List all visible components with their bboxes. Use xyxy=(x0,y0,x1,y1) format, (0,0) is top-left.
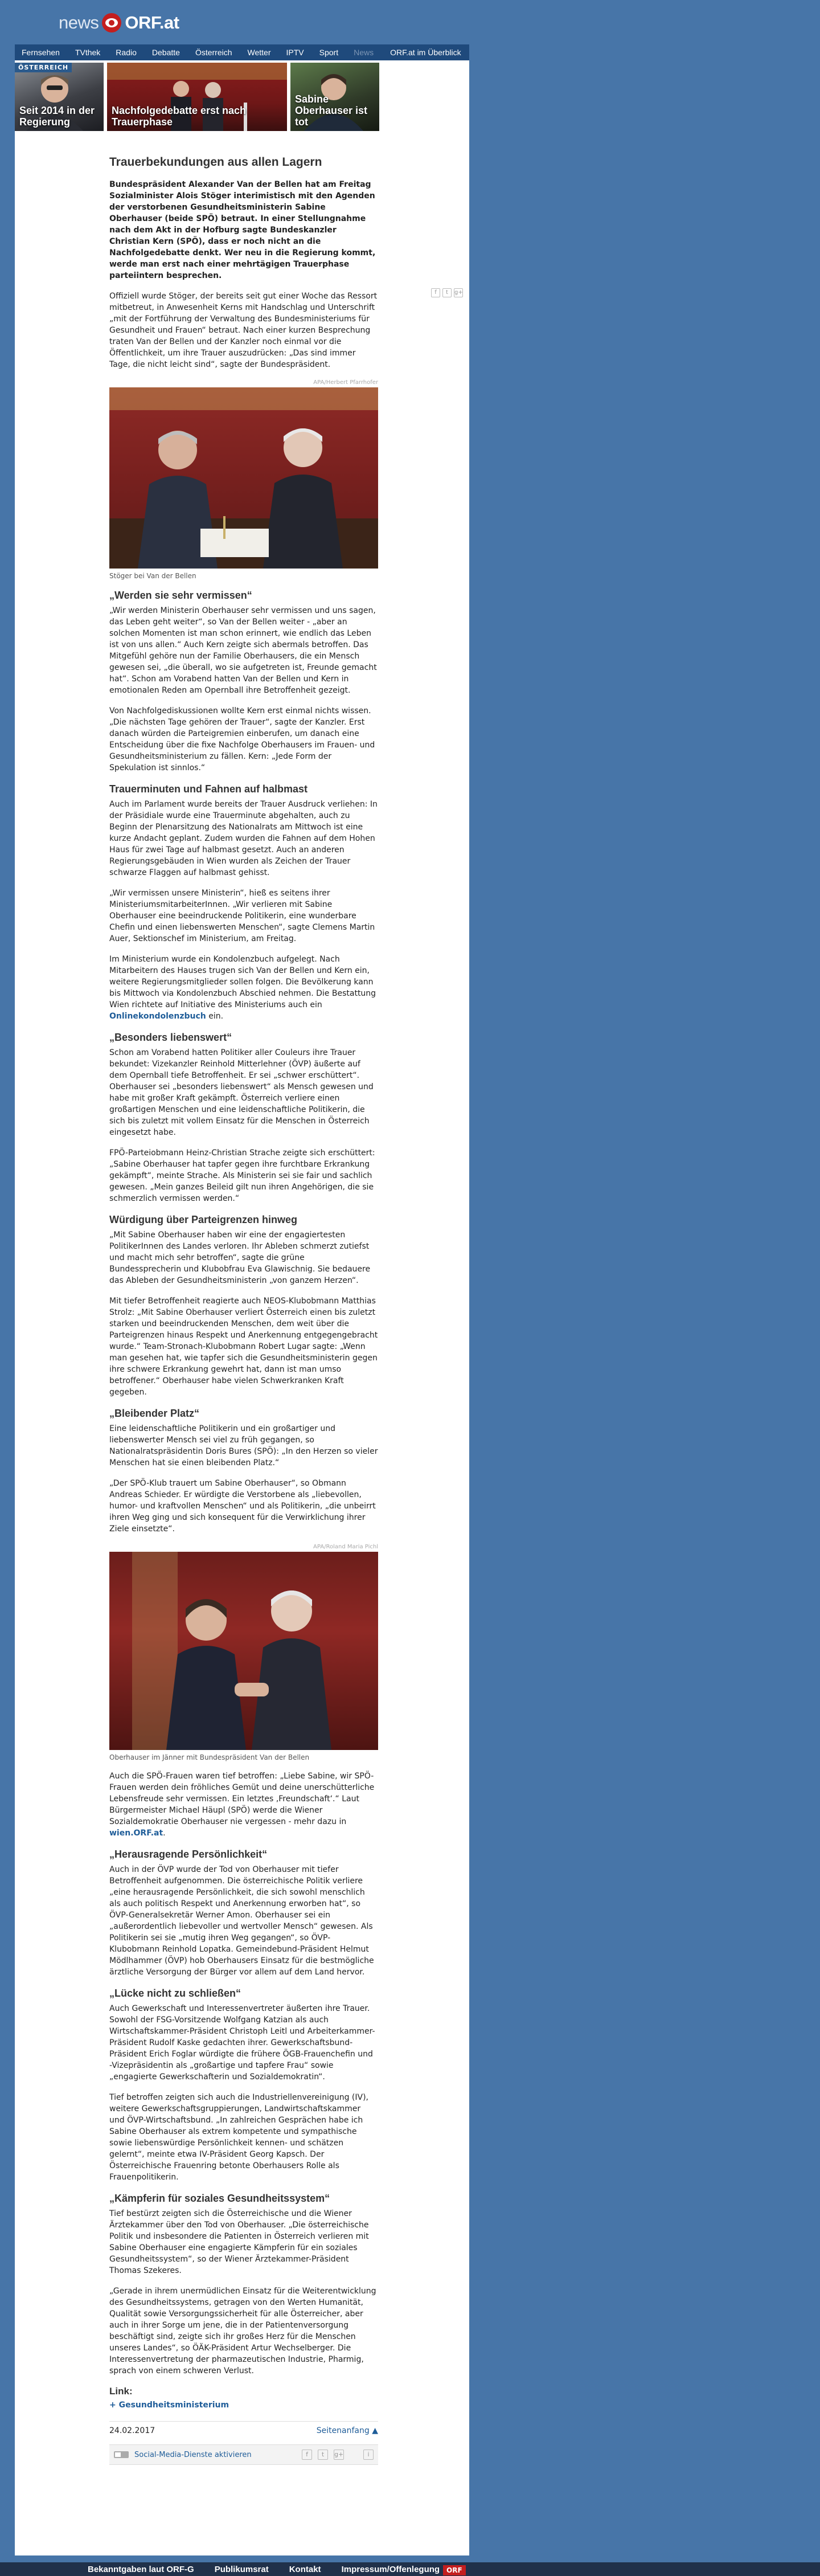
photo-credit: APA/Roland Maria Pichl xyxy=(313,1544,378,1550)
teaser-card[interactable] xyxy=(290,63,379,131)
nav-item-tvthek[interactable]: TVthek xyxy=(75,48,101,57)
photo-oberhauser-van-der-bellen xyxy=(109,1552,378,1750)
article-lead: Bundespräsident Alexander Van der Bellen hat am Freitag Sozialminister Alois Stöger interimistisch mit den Agenden der verstorbenen Gesundheitsministerin Sabine Oberhauser (beide SPÖ) betraut. In einer Stellungnahme nach dem Akt in der Hofburg sagte Bundeskanzler Christian Kern (SPÖ), dass er noch nicht an die Nachfolgedebatte denkt. Wer neu in die Regierung kommt, werde man erst nach einer mehrtägigen Trauerphase parteiintern besprechen. xyxy=(109,180,376,280)
section-heading: „Lücke nicht zu schließen“ xyxy=(109,1988,241,1999)
figure-oberhauser xyxy=(109,1544,378,1761)
section-heading: Trauerminuten und Fahnen auf halbmast xyxy=(109,783,308,795)
paragraph: „Gerade in ihrem unermüdlichen Einsatz für die Weiterentwicklung des Gesundheitssystems, getragen von den Werten Humanität, Qualität sowie Versorgungssicherheit für alle Österreicher, aber auch in ihrer Sorge um jene, die in der Patientenversorgung beschäftigt sind, zeigte sich ihr großes Herz für die Menschen unseres Landes“, so ÖÄK-Präsident Artur Wechselberger. Die Interessenvertretung der pharmazeutischen Industrie, Pharmig, sprach von einem schweren Verlust. xyxy=(109,2287,376,2375)
onlinekondolenzbuch-link[interactable]: Onlinekondolenzbuch xyxy=(109,1012,206,1021)
nav-item-debatte[interactable]: Debatte xyxy=(151,48,180,57)
paragraph: Auch in der ÖVP wurde der Tod von Oberhauser mit tiefer Betroffenheit aufgenommen. Die österreichische Politik verliere „eine herausragende Persönlichkeit, die sich sowohl menschlich als auch politisch Respekt und Anerkennung erworben hat“, so ÖVP-Generalsekretär Werner Amon. Oberhauser sei ein „außerordentlich liebevoller und wertvoller Mensch“ gewesen. Als Politikerin sei sie „mutig ihren Weg gegangen“, so ÖVP-Klubobmann Reinhold Lopatka. Gemeindebund-Präsident Helmut Mödlhammer (ÖVP) hob Oberhausers Einsatz für die bestmögliche ärztliche Versorgung der Bürger vor allem auf dem Land hervor. xyxy=(109,1865,374,1977)
teaser-caption: Sabine Oberhauser ist tot xyxy=(295,93,368,128)
googleplus-share-icon[interactable]: g+ xyxy=(454,288,463,297)
paragraph: Tief bestürzt zeigten sich die Österreichische und die Wiener Ärztekammer über den Tod von Oberhauser. „Die österreichische Politik und insbesondere die Patienten in Österreich verlieren mit Sabine Oberhauser eine engagierte Kämpferin für ein soziales Gesundheitssystem“, so der Wiener Ärztekammer-Präsident Thomas Szekeres. xyxy=(109,2209,369,2275)
orf-news-logo[interactable] xyxy=(59,13,179,33)
facebook-icon[interactable]: f xyxy=(302,2450,312,2460)
nav-item-oesterreich[interactable]: Österreich xyxy=(195,48,232,57)
nav-item-radio[interactable]: Radio xyxy=(116,48,137,57)
twitter-share-icon[interactable]: t xyxy=(442,288,452,297)
related-links xyxy=(109,2386,378,2410)
paragraph: „Der SPÖ-Klub trauert um Sabine Oberhauser“, so Obmann Andreas Schieder. Er würdigte die Verstorbene als „liebevollen, humor- und kraftvollen Menschen“ und als Politikerin, „die unbeirrt ihren Weg ging und sich konsequent für die Verwirklichung ihrer Ziele einsetzte“. xyxy=(109,1479,376,1534)
paragraph: „Mit Sabine Oberhauser haben wir eine der engagiertesten PolitikerInnen des Landes verloren. Ihr Ableben schmerzt zutiefst und macht mich sehr betroffen“, sagte die grüne Bundessprecherin und Klubobfrau Eva Glawischnig. Sie bedauere das Ableben der Gesundheitsministerin „von ganzem Herzen“. xyxy=(109,1230,371,1285)
photo-credit: APA/Herbert Pfarrhofer xyxy=(313,379,378,386)
paragraph: „Wir werden Ministerin Oberhauser sehr vermissen und uns sagen, das Leben geht weiter“, so Van der Bellen weiter - „aber an solchen Momenten ist man schon erinnert, wie endlich das Leben ist von uns allen.“ Auch Kern zeigte sich abermals betroffen. Das Mitgefühl gehöre nun der Familie Oberhausers, die ein Mensch gewesen sei, „die überall, wo sie aufgetreten ist, Freunde gemacht hat“. Schon am Vorabend hatten Van der Bellen und Kern in emotionalen Reden am Opernball ihre Betroffenheit gezeigt. xyxy=(109,606,377,695)
paragraph-text: . xyxy=(163,1829,166,1838)
header-bar xyxy=(0,0,820,44)
info-icon[interactable]: i xyxy=(363,2450,374,2460)
link-item xyxy=(109,2401,378,2410)
back-to-top-link[interactable]: Seitenanfang ▲ xyxy=(316,2426,378,2435)
nav-item-wetter[interactable]: Wetter xyxy=(247,48,271,57)
paragraph-text: Im Ministerium wurde ein Kondolenzbuch aufgelegt. Nach Mitarbeitern des Hauses trugen sich Van der Bellen und Kern ein, weitere Regierungsmitglieder sollen folgen. Die Bevölkerung kann bis Mittwoch via Kondolenzbuch Abschied nehmen. Die Bestattung Wien richtete auf Initiative des Ministeriums auch ein xyxy=(109,955,376,1009)
teaser-card[interactable] xyxy=(107,63,287,131)
links-heading: Link: xyxy=(109,2386,133,2397)
article-title: Trauerbekundungen aus allen Lagern xyxy=(109,156,322,169)
logo-news-text: news xyxy=(59,13,99,32)
footer-publikumsrat-link[interactable]: Publikumsrat xyxy=(214,2564,269,2574)
photo-caption: Oberhauser im Jänner mit Bundespräsident Van der Bellen xyxy=(109,1753,310,1761)
publish-date: 24.02.2017 xyxy=(109,2426,155,2435)
photo-stoeger-van-der-bellen xyxy=(109,387,378,569)
footer-impressum-link[interactable]: Impressum/Offenlegung xyxy=(341,2564,440,2574)
paragraph: FPÖ-Parteiobmann Heinz-Christian Strache zeigte sich erschüttert: „Sabine Oberhauser hat tapfer gegen ihre furchtbare Erkrankung gekämpft“, meinte Strache. Als Ministerin sei sie fair und sachlich gewesen. „Mein ganzes Beileid gilt nun ihren Angehörigen, die sie schmerzlich vermissen werden.“ xyxy=(109,1148,375,1203)
share-bar xyxy=(431,288,463,297)
teaser-caption: Seit 2014 in der Regierung xyxy=(19,105,95,128)
paragraph: Auch im Parlament wurde bereits der Trauer Ausdruck verliehen: In der Präsidiale wurde eine Trauerminute abgehalten, auch zu Beginn der Plenarsitzung des Nationalrats am Mittwoch ist eine kurze Andacht geplant. Zudem wurden die Fahnen auf dem Hohen Haus für zwei Tage auf halbmast gesetzt. Auch an anderen Regierungsgebäuden in Wien wurden als Zeichen der Trauer schwarze Flaggen auf halbmast gehisst. xyxy=(109,800,378,877)
photo-caption: Stöger bei Van der Bellen xyxy=(109,572,196,580)
orf-eye-icon xyxy=(102,13,121,32)
facebook-share-icon[interactable]: f xyxy=(431,288,440,297)
nav-item-iptv[interactable]: IPTV xyxy=(286,48,304,57)
section-heading: „Herausragende Persönlichkeit“ xyxy=(109,1849,268,1860)
main-navigation xyxy=(15,44,469,60)
section-heading: „Besonders liebenswert“ xyxy=(109,1032,232,1043)
paragraph xyxy=(109,1771,378,1839)
logo-orf-text: ORF.at xyxy=(125,13,179,32)
paragraph-text: Auch die SPÖ-Frauen waren tief betroffen: „Liebe Sabine, wir SPÖ-Frauen werden dein fröhliches Gemüt und deine unerschütterliche Lebensfreude sehr vermissen. Ein letztes ‚Freundschaft‘.“ Laut Bürgermeister Michael Häupl (SPÖ) werde die Wiener Sozialdemokratie Oberhauser nie vergessen - mehr dazu in xyxy=(109,1772,375,1826)
paragraph: Schon am Vorabend hatten Politiker aller Couleurs ihre Trauer bekundet: Vizekanzler Reinhold Mitterlehner (ÖVP) äußerte auf dem Opernball tiefe Betroffenheit. Er sei „schwer erschüttert“. Oberhauser sei „besonders liebenswert“ als Mensch gewesen und habe mit großer Kraft gekämpft. Österreich verliere einen großartigen Menschen und eine leidenschaftliche Politikerin, die sich bis zuletzt mit vollem Einsatz für die Menschen in Österreich eingesetzt habe. xyxy=(109,1048,374,1137)
paragraph: Tief betroffen zeigten sich auch die Industriellenvereinigung (IV), weitere Gewerkschaftsgruppierungen, Landwirtschaftskammer und ÖVP-Wirtschaftsbund. „In zahlreichen Gesprächen habe ich Sabine Oberhauser als extrem kompetente und sympathische sowie liebenswürdige Persönlichkeit kennen- und schätzen gelernt“, meinte etwa IV-Präsident Georg Kapsch. Der Österreichische Frauenring betonte Oberhausers Rolle als Frauenpolitikerin. xyxy=(109,2093,368,2182)
twitter-icon[interactable]: t xyxy=(318,2450,328,2460)
article-meta xyxy=(109,2421,378,2435)
paragraph: Von Nachfolgediskussionen wollte Kern erst einmal nichts wissen. „Die nächsten Tage gehören der Trauer“, sagte der Kanzler. Erst danach würden die Parteigremien einberufen, um danach eine Entscheidung über die fixe Nachfolge Oberhausers im Frauen- und Gesundheitsministerium zu fällen. Kern: „Jede Form der Spekulation ist sinnlos.“ xyxy=(109,706,375,772)
paragraph xyxy=(109,954,378,1022)
paragraph: Mit tiefer Betroffenheit reagierte auch NEOS-Klubobmann Matthias Strolz: „Mit Sabine Oberhauser verliert Österreich einen bis zuletzt starken und beeindruckenden Menschen, dem weit über die Parteigrenzen hinaus Respekt und Anerkennung entgegengebracht wurde.“ Team-Stronach-Klubobmann Robert Lugar sagte: „Wenn man gesehen hat, wie tapfer sich die Gesundheitsministerin gegen ihre schwere Erkrankung gewehrt hat, dann ist man umso betroffener.“ Oberhauser habe vielen Schwerkranken Kraft gegeben. xyxy=(109,1297,378,1397)
teaser-strip xyxy=(15,63,469,131)
section-heading: „Bleibender Platz“ xyxy=(109,1408,200,1419)
gesundheitsministerium-link[interactable]: Gesundheitsministerium xyxy=(118,2401,229,2410)
figure-stoeger xyxy=(109,379,378,580)
footer-kontakt-link[interactable]: Kontakt xyxy=(289,2564,321,2574)
paragraph-text: ein. xyxy=(206,1012,224,1021)
social-toggle-switch[interactable] xyxy=(114,2451,129,2458)
paragraph: Offiziell wurde Stöger, der bereits seit gut einer Woche das Ressort mitbetreut, in Anwesenheit Kerns mit Handschlag und Unterschrift „mit der Fortführung der Verwaltung des Bundesministeriums für Gesundheit und Frauen“ betraut. Nach einer kurzen Besprechung traten Van der Bellen und der Kanzler noch einmal vor die Öffentlichkeit, um ihre Trauer auszudrücken: „Das sind immer Tage, die nicht leicht sind“, sagte der Bundespräsident. xyxy=(109,292,378,369)
section-heading: „Kämpferin für soziales Gesundheitssystem“ xyxy=(109,2193,330,2204)
social-activate-label[interactable]: Social-Media-Dienste aktivieren xyxy=(134,2450,252,2459)
nav-item-news[interactable]: News xyxy=(354,48,374,57)
bullet-plus-icon: + xyxy=(109,2401,119,2410)
nav-item-fernsehen[interactable]: Fernsehen xyxy=(22,48,60,57)
paragraph: Eine leidenschaftliche Politikerin und ein großartiger und liebenswerter Mensch sei viel zu früh gegangen, so Nationalratspräsidentin Doris Bures (SPÖ): „In den Herzen so vieler Menschen hat sie einen bleibenden Platz.“ xyxy=(109,1424,378,1467)
nav-item-overview[interactable]: ORF.at im Überblick xyxy=(390,48,461,57)
footer-bar xyxy=(0,2562,820,2576)
article xyxy=(109,155,378,2465)
teaser-card[interactable] xyxy=(15,63,104,131)
section-heading: Würdigung über Parteigrenzen hinweg xyxy=(109,1214,298,1225)
social-media-bar xyxy=(109,2444,378,2465)
footer-bekanntgaben-link[interactable]: Bekanntgaben laut ORF-G xyxy=(88,2564,194,2574)
wien-orf-link[interactable]: wien.ORF.at xyxy=(109,1829,163,1838)
nav-item-sport[interactable]: Sport xyxy=(319,48,339,57)
paragraph: Auch Gewerkschaft und Interessenvertreter äußerten ihre Trauer. Sowohl der FSG-Vorsitzende Wolfgang Katzian als auch Wirtschaftskammer-Präsident Christoph Leitl und Arbeiterkammer-Präsident Rudolf Kaske gedachten ihrer. Gewerkschaftsbund-Präsident Erich Foglar würdigte die frühere ÖGB-Frauenchefin und -Vizepräsidentin als „großartige und tapfere Frau“ sowie „engagierte Gewerkschafterin und Sozialdemokratin“. xyxy=(109,2004,375,2082)
footer-orf-logo[interactable]: ORF xyxy=(443,2565,466,2575)
section-heading: „Werden sie sehr vermissen“ xyxy=(109,590,252,601)
teaser-caption: Nachfolgedebatte erst nach Trauerphase xyxy=(112,105,247,128)
teaser-section-tag: ÖSTERREICH xyxy=(15,63,72,72)
googleplus-icon[interactable]: g+ xyxy=(334,2450,344,2460)
paragraph: „Wir vermissen unsere Ministerin“, hieß es seitens ihrer MinisteriumsmitarbeiterInnen. „Wir verlieren mit Sabine Oberhauser eine beeindruckende Politikerin, eine wunderbare Chefin und einen liebenswerten Menschen“, sagte Clemens Martin Auer, Sektionschef im Ministerium, am Freitag. xyxy=(109,889,375,943)
